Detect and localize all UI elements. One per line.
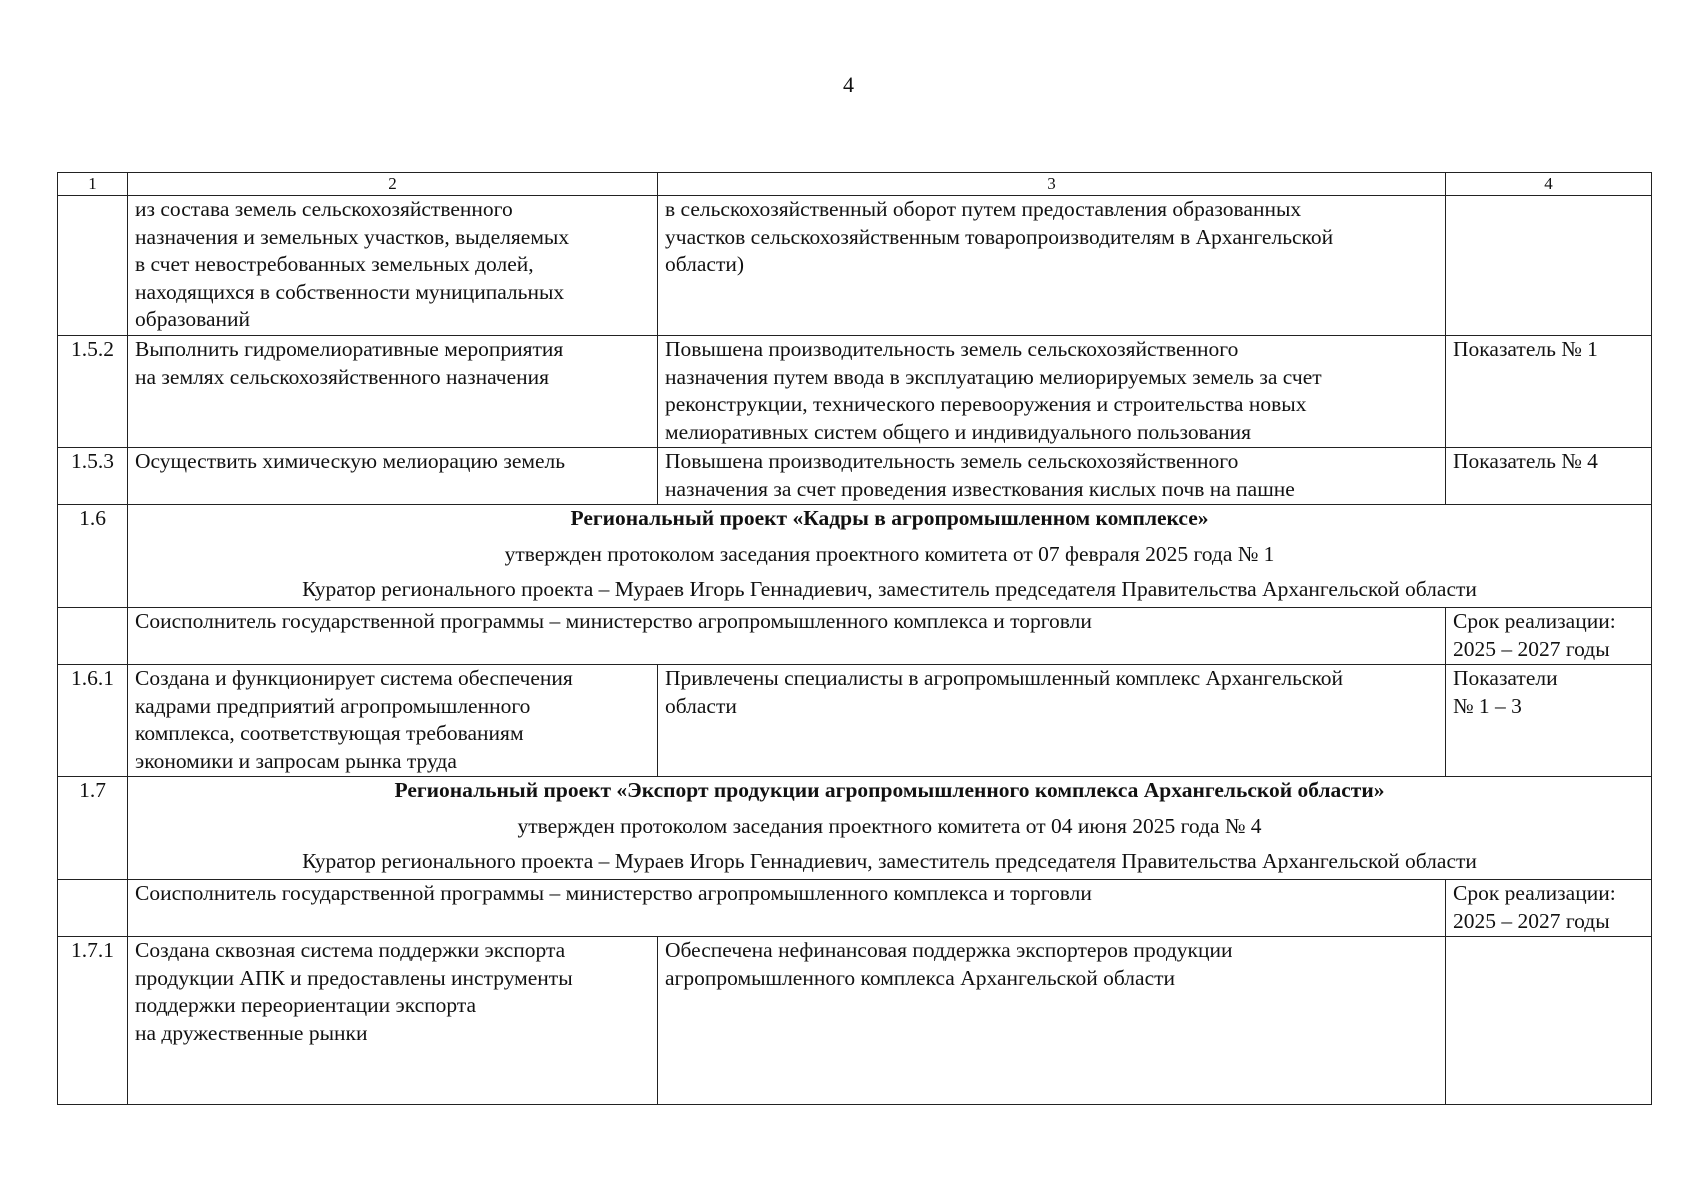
- text-line: участков сельскохозяйственным товаропроизводителям в Архангельской: [665, 224, 1334, 249]
- row-result: [658, 196, 1446, 336]
- text-line: Выполнить гидромелиоративные мероприятия: [135, 337, 564, 361]
- text-line: агропромышленного комплекса Архангельской области: [665, 965, 1176, 990]
- text-line: назначения за счет проведения известкования кислых почв на пашне: [665, 476, 1295, 501]
- text-line: № 1 – 3: [1453, 693, 1522, 718]
- column-number-row: [58, 173, 1652, 196]
- row-indicator: [1446, 448, 1652, 505]
- coexecutor-row: [58, 608, 1652, 665]
- text-line: области): [665, 252, 745, 276]
- project-info: [128, 777, 1652, 880]
- text-line: 2025 – 2027 годы: [1453, 636, 1610, 661]
- row-number: 1.7.1: [58, 937, 128, 1105]
- row-number: [58, 196, 128, 336]
- text-line: 2025 – 2027 годы: [1453, 908, 1610, 933]
- row-task: [128, 448, 658, 505]
- project-approval: утвержден протоколом заседания проектного комитета от 07 февраля 2025 года № 1: [504, 541, 1275, 566]
- column-number: 4: [1446, 173, 1652, 196]
- term-cell: [1446, 608, 1652, 665]
- text-line: на дружественные рынки: [135, 1020, 368, 1045]
- table-row: [58, 665, 1652, 777]
- page-number: 4: [843, 72, 854, 97]
- text-line: мелиоративных систем общего и индивидуального пользования: [665, 419, 1251, 444]
- coexecutor-text: Соисполнитель государственной программы – министерство агропромышленного комплекса и торговли: [128, 880, 1446, 937]
- text-line: Повышена производительность земель сельскохозяйственного: [665, 449, 1239, 473]
- project-title: Региональный проект «Экспорт продукции агропромышленного комплекса Архангельской области»: [394, 778, 1385, 802]
- row-task: [128, 336, 658, 448]
- project-curator: Куратор регионального проекта – Мураев Игорь Геннадиевич, заместитель председателя Правительства Архангельской области: [302, 849, 1477, 873]
- project-title: Региональный проект «Кадры в агропромышленном комплексе»: [570, 506, 1209, 530]
- text-line: из состава земель сельскохозяйственного: [135, 197, 513, 221]
- coexecutor-row: [58, 880, 1652, 937]
- text-line: комплекса, соответствующая требованиям: [135, 721, 524, 745]
- row-indicator: [1446, 336, 1652, 448]
- column-number: 1: [58, 173, 128, 196]
- text-line: назначения и земельных участков, выделяемых: [135, 224, 570, 249]
- text-line: назначения путем ввода в эксплуатацию мелиорируемых земель за счет: [665, 364, 1322, 389]
- row-number: 1.6.1: [58, 665, 128, 777]
- text-line: Осуществить химическую мелиорацию земель: [135, 449, 566, 473]
- coexecutor-text: Соисполнитель государственной программы – министерство агропромышленного комплекса и торговли: [128, 608, 1446, 665]
- row-result: [658, 448, 1446, 505]
- row-result: [658, 937, 1446, 1105]
- text-line: Показатель № 4: [1453, 449, 1598, 473]
- text-line: образований: [135, 307, 251, 331]
- text-line: Обеспечена нефинансовая поддержка экспортеров продукции: [665, 938, 1233, 962]
- project-curator: Куратор регионального проекта – Мураев Игорь Геннадиевич, заместитель председателя Правительства Архангельской области: [302, 577, 1477, 601]
- row-indicator: [1446, 937, 1652, 1105]
- row-number: 1.6: [58, 505, 128, 608]
- table-row: [58, 937, 1652, 1105]
- project-header-row: [58, 505, 1652, 608]
- row-indicator: [1446, 196, 1652, 336]
- text-line: продукции АПК и предоставлены инструменты: [135, 965, 573, 990]
- row-number: 1.5.3: [58, 448, 128, 505]
- row-result: [658, 336, 1446, 448]
- text-line: Срок реализации:: [1453, 609, 1616, 633]
- table-row: [58, 196, 1652, 336]
- row-indicator: [1446, 665, 1652, 777]
- text-line: кадрами предприятий агропромышленного: [135, 693, 531, 718]
- text-line: области: [665, 693, 737, 718]
- table-row: [58, 448, 1652, 505]
- row-task: [128, 937, 658, 1105]
- row-result: [658, 665, 1446, 777]
- text-line: Привлечены специалисты в агропромышленный комплекс Архангельской: [665, 666, 1344, 690]
- text-line: в сельскохозяйственный оборот путем предоставления образованных: [665, 197, 1302, 221]
- text-line: Создана и функционирует система обеспечения: [135, 666, 573, 690]
- row-task: [128, 196, 658, 336]
- text-line: реконструкции, технического перевооружения и строительства новых: [665, 392, 1307, 416]
- text-line: Создана сквозная система поддержки экспорта: [135, 938, 566, 962]
- text-line: поддержки переориентации экспорта: [135, 993, 477, 1017]
- table-row: [58, 336, 1652, 448]
- text-line: на землях сельскохозяйственного назначения: [135, 364, 550, 389]
- text-line: Срок реализации:: [1453, 881, 1616, 905]
- text-line: экономики и запросам рынка труда: [135, 748, 457, 773]
- row-number: 1.5.2: [58, 336, 128, 448]
- column-number: 2: [128, 173, 658, 196]
- row-number: [58, 880, 128, 937]
- column-number: 3: [658, 173, 1446, 196]
- text-line: Показатель № 1: [1453, 337, 1598, 361]
- row-number: 1.7: [58, 777, 128, 880]
- project-approval: утвержден протоколом заседания проектного комитета от 04 июня 2025 года № 4: [517, 813, 1262, 838]
- text-line: Показатели: [1453, 666, 1558, 690]
- measures-table: [57, 172, 1652, 1105]
- row-number: [58, 608, 128, 665]
- term-cell: [1446, 880, 1652, 937]
- text-line: в счет невостребованных земельных долей,: [135, 252, 534, 276]
- row-task: [128, 665, 658, 777]
- project-header-row: [58, 777, 1652, 880]
- project-info: [128, 505, 1652, 608]
- text-line: находящихся в собственности муниципальных: [135, 279, 565, 304]
- text-line: Повышена производительность земель сельскохозяйственного: [665, 337, 1239, 361]
